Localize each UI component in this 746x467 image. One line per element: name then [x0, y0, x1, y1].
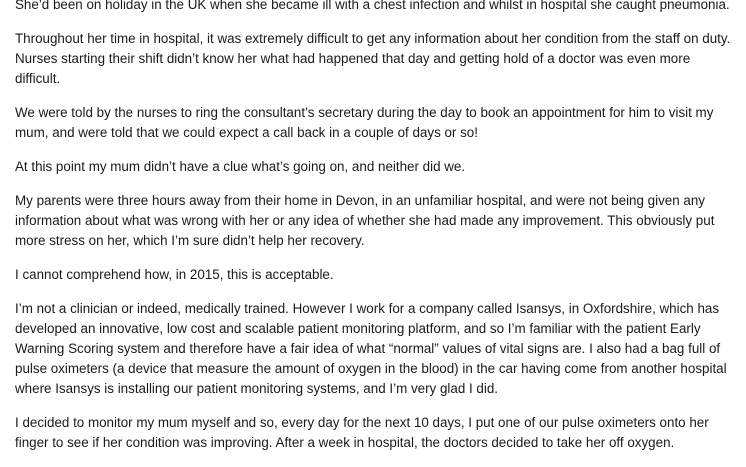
paragraph-no-clue: At this point my mum didn’t have a clue what’s going on, and neither did we.	[15, 159, 466, 174]
paragraph-isansys: I’m not a clinician or indeed, medically trained. However I work for a company called Isansys, in Oxfordshire, which has developed an innovative, low cost and scalable patient monitoring platform, and so I’m familiar with the patient Early Warning Scoring system and therefore have a fair idea of what “normal” values of vital signs are. I also had a bag full of pulse oximeters (a device that measure the amount of oxygen in the blood) in the car having come from another hospital where Isansys is installing our patient monitoring systems, and I’m very glad I did.	[15, 301, 727, 396]
paragraph-holiday-illness: She’d been on holiday in the UK when she became ill with a chest infection and whilst in hospital she caught pneumonia.	[15, 0, 730, 12]
paragraph-hospital-information: Throughout her time in hospital, it was extremely difficult to get any information about her condition from the staff on duty. Nurses starting their shift didn’t know her what had happened that day and getting hold of a doctor was even more difficult.	[15, 31, 731, 86]
paragraph-consultant-appointment: We were told by the nurses to ring the consultant’s secretary during the day to book an appointment for him to visit my mum, and were told that we could expect a call back in a couple of days or so!	[15, 105, 714, 140]
paragraph-comprehend: I cannot comprehend how, in 2015, this is acceptable.	[15, 267, 334, 282]
paragraph-monitor-mum: I decided to monitor my mum myself and so, every day for the next 10 days, I put one of our pulse oximeters onto her finger to see if her condition was improving. After a week in hospital, the doctors decided to take her off oxygen.	[15, 415, 709, 450]
paragraph-parents-devon: My parents were three hours away from their home in Devon, in an unfamiliar hospital, and were not being given any information about what was wrong with her or any idea of whether she had made any improvement. This obviously put more stress on her, which I’m sure didn’t help her recovery.	[15, 193, 715, 248]
document-body	[15, 0, 737, 467]
